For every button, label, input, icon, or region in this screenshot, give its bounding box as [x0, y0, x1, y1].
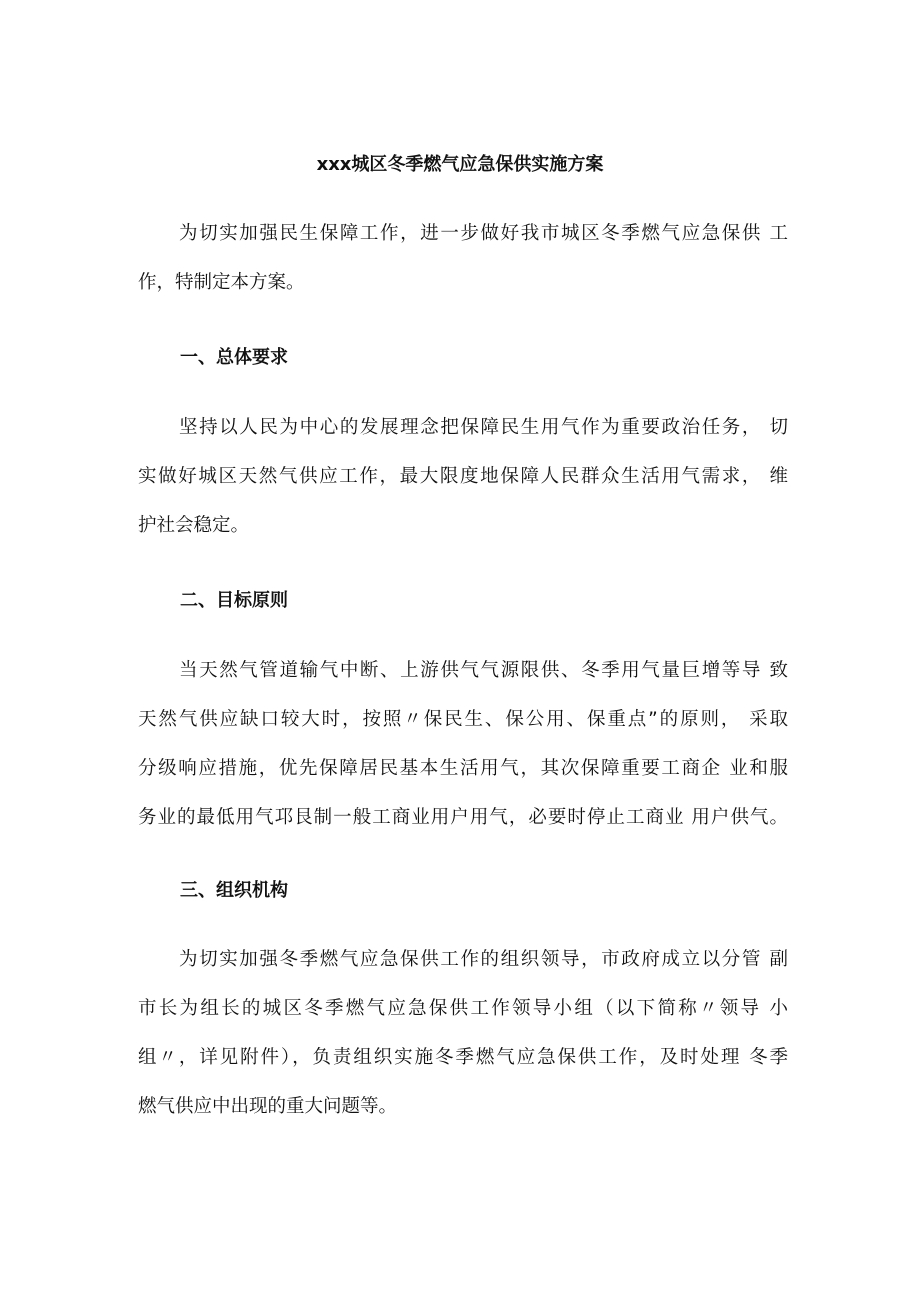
section-3-paragraph — [138, 935, 788, 1131]
paragraph-line: 分级响应措施，优先保障居民基本生活用气，其次保障重要工商企 业和服 — [138, 758, 788, 779]
section-heading-3: 三、组织机构 — [180, 880, 288, 901]
section-2-paragraph — [138, 646, 788, 842]
paragraph-line: 为切实加强民生保障工作，进一步做好我市城区冬季燃气应急保供 工 — [179, 223, 788, 244]
document-title: xxx城区冬季燃气应急保供实施方案 — [316, 154, 604, 175]
paragraph-line: 当天然气管道输气中断、上游供气气源限供、冬季用气量巨增等导 致 — [179, 660, 788, 681]
paragraph-line: 务业的最低用气邛艮制一般工商业用户用气，必要时停止工商业 用户供气。 — [138, 807, 788, 828]
intro-paragraph — [138, 209, 788, 307]
paragraph-line: 为切实加强冬季燃气应急保供工作的组织领导，市政府成立以分管 副 — [179, 949, 788, 970]
paragraph-line: 作，特制定本方案。 — [138, 272, 305, 293]
paragraph-line: 燃气供应中出现的重大问题等。 — [138, 1096, 398, 1117]
section-1-paragraph — [138, 403, 788, 550]
paragraph-line: 护社会稳定。 — [138, 515, 250, 536]
section-heading-1: 一、总体要求 — [180, 347, 288, 368]
section-heading-2: 二、目标原则 — [180, 590, 288, 611]
paragraph-line: 坚持以人民为中心的发展理念把保障民生用气作为重要政治任务， 切 — [179, 417, 788, 438]
paragraph-line: 市长为组长的城区冬季燃气应急保供工作领导小组（以下简称〃领导 小 — [138, 998, 788, 1019]
paragraph-line: 天然气供应缺口较大时，按照〃保民生、保公用、保重点”的原则， 采取 — [138, 709, 788, 730]
paragraph-line: 实做好城区天然气供应工作，最大限度地保障人民群众生活用气需求， 维 — [138, 466, 788, 487]
paragraph-line: 组〃，详见附件），负责组织实施冬季燃气应急保供工作，及时处理 冬季 — [138, 1047, 788, 1068]
